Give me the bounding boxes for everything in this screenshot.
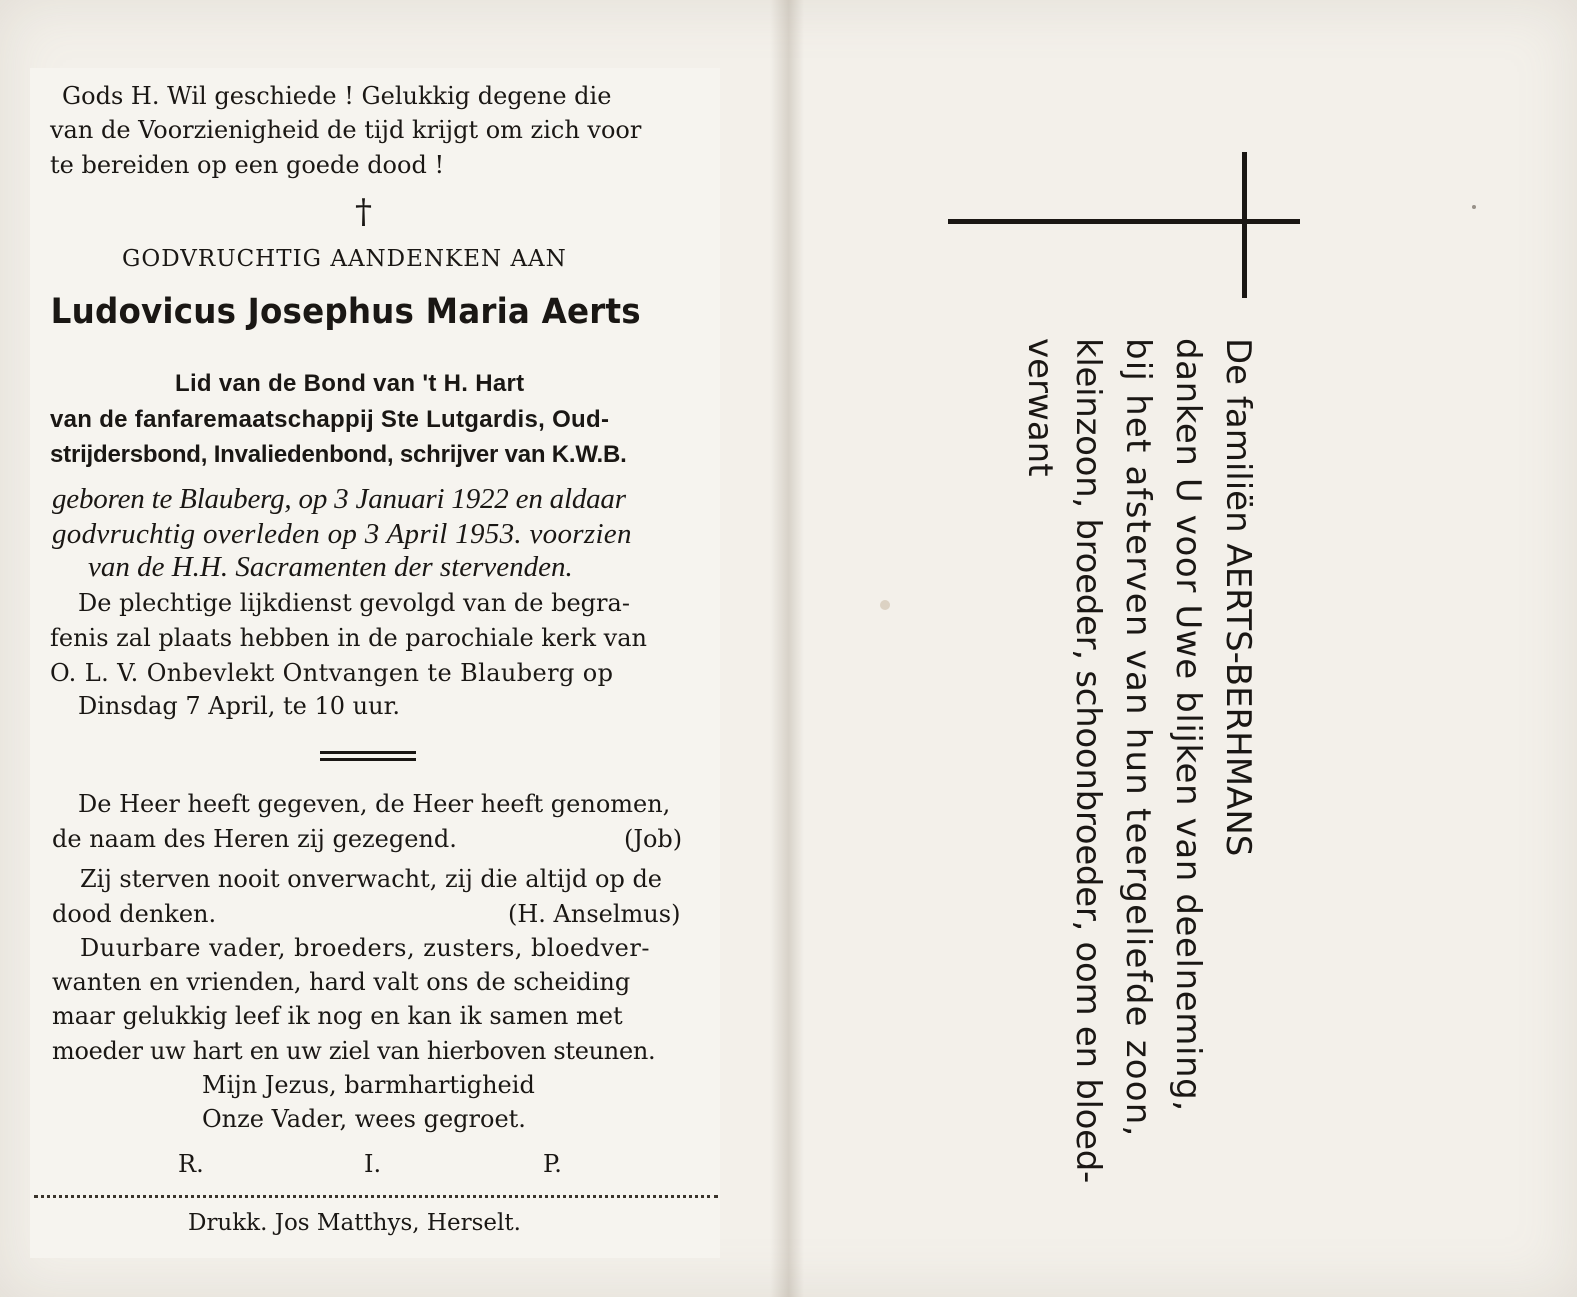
birth-death-line: geboren te Blauberg, op 3 Januari 1922 en aldaar — [52, 483, 626, 515]
dotted-separator — [34, 1195, 718, 1198]
birth-death-line: godvruchtig overleden op 3 April 1953. voorzien — [52, 518, 632, 550]
heading: GODVRUCHTIG AANDENKEN AAN — [122, 246, 567, 272]
stain — [880, 600, 890, 610]
quote-line: dood denken. — [52, 900, 217, 928]
divider — [320, 751, 416, 754]
farewell-line: maar gelukkig leef ik nog en kan ik samen met — [52, 1002, 623, 1030]
rip-letter: R. — [178, 1150, 204, 1178]
thanks-line: De familiën AERTS-BERHMANS — [1218, 338, 1258, 857]
thanks-line: kleinzoon, broeder, schoonbroeder, oom en bloed- — [1068, 338, 1108, 1184]
intro-line: Gods H. Wil geschiede ! Gelukkig degene die — [62, 82, 612, 110]
thanks-block — [1016, 338, 1262, 1236]
printer-credit: Drukk. Jos Matthys, Herselt. — [188, 1210, 521, 1236]
quote-line: Zij sterven nooit onverwacht, zij die altijd op de — [80, 865, 663, 893]
deceased-name: Ludovicus Josephus Maria Aerts — [50, 292, 641, 332]
thanks-line: danken U voor Uwe blijken van deelneming, — [1168, 338, 1208, 1112]
funeral-line: Dinsdag 7 April, te 10 uur. — [78, 692, 401, 720]
cross-icon: † — [355, 192, 372, 232]
quote-source: (Job) — [624, 825, 683, 853]
membership-line: Lid van de Bond van 't H. Hart — [175, 370, 525, 397]
quote-source: (H. Anselmus) — [508, 900, 681, 928]
membership-line: van de fanfaremaatschappij Ste Lutgardis, Oud- — [50, 406, 610, 433]
card-fold — [770, 0, 804, 1297]
intro-line: van de Voorzienigheid de tijd krijgt om zich voor — [50, 116, 642, 144]
rip-letter: I. — [364, 1150, 382, 1178]
funeral-line: De plechtige lijkdienst gevolgd van de begra- — [78, 589, 630, 617]
rip-letter: P. — [543, 1150, 562, 1178]
stain — [1472, 205, 1476, 209]
cross-icon — [1242, 152, 1247, 298]
thanks-line: verwant — [1020, 338, 1060, 477]
quote-line: de naam des Heren zij gezegend. — [52, 825, 457, 853]
birth-death-line: van de H.H. Sacramenten der stervenden. — [88, 551, 573, 583]
cross-icon-bar — [948, 219, 1300, 224]
divider — [320, 758, 416, 761]
farewell-line: Duurbare vader, broeders, zusters, bloedver- — [80, 934, 650, 962]
prayer-line: Onze Vader, wees gegroet. — [202, 1105, 526, 1133]
funeral-line: fenis zal plaats hebben in de parochiale kerk van — [50, 624, 647, 652]
quote-line: De Heer heeft gegeven, de Heer heeft genomen, — [78, 790, 671, 818]
farewell-line: moeder uw hart en uw ziel van hierboven steunen. — [52, 1037, 656, 1065]
intro-line: te bereiden op een goede dood ! — [50, 151, 445, 179]
farewell-line: wanten en vrienden, hard valt ons de scheiding — [52, 968, 631, 996]
prayer-line: Mijn Jezus, barmhartigheid — [202, 1071, 535, 1099]
funeral-line: O. L. V. Onbevlekt Ontvangen te Blauberg op — [50, 659, 614, 687]
thanks-line: bij het afsterven van hun teergeliefde zoon, — [1118, 338, 1158, 1138]
membership-line: strijdersbond, Invaliedenbond, schrijver van K.W.B. — [50, 441, 627, 468]
